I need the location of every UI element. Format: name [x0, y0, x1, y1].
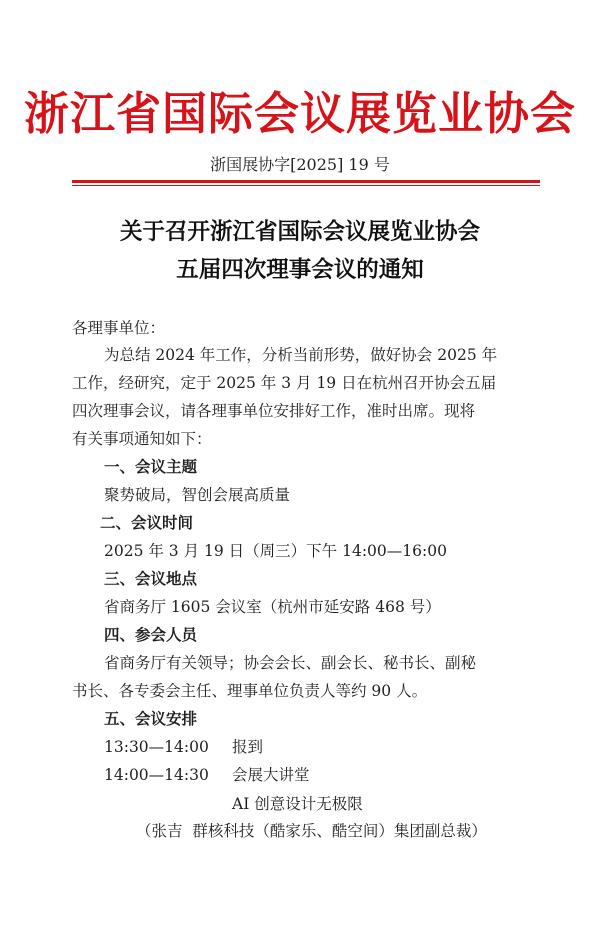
intro-line-4: 有关事项通知如下： — [72, 430, 212, 448]
section-heading-agenda: 五、会议安排 — [104, 710, 198, 728]
intro-line-2: 工作，经研究，定于 2025 年 3 月 19 日在杭州召开协会五届 — [72, 374, 497, 392]
document-number: 浙国展协字[2025] 19 号 — [210, 155, 390, 174]
organization-title: 浙江省国际会议展览业协会 — [23, 87, 576, 140]
notice-title-line-1: 关于召开浙江省国际会议展览业协会 — [119, 219, 480, 245]
notice-title-line-2: 五届四次理事会议的通知 — [176, 257, 424, 283]
intro-line-3: 四次理事会议，请各理事单位安排好工作，准时出席。现将 — [72, 402, 476, 420]
red-header-rule-thin — [72, 185, 540, 186]
section-time-text: 2025 年 3 月 19 日（周三）下午 14:00—16:00 — [104, 542, 447, 560]
lecture-speaker: （张吉 群核科技（酷家乐、酷空间）集团副总裁） — [136, 822, 487, 840]
section-attendees-line-1: 省商务厅有关领导；协会会长、副会长、秘书长、副秘 — [104, 654, 477, 672]
agenda-time-1: 13:30—14:00 — [104, 738, 209, 756]
section-place-text: 省商务厅 1605 会议室（杭州市延安路 468 号） — [104, 598, 441, 616]
red-header-rule-thick — [72, 180, 540, 183]
intro-line-1: 为总结 2024 年工作，分析当前形势，做好协会 2025 年 — [104, 346, 498, 364]
lecture-title: AI 创意设计无极限 — [232, 795, 363, 813]
section-heading-theme: 一、会议主题 — [104, 458, 198, 476]
section-heading-time: 二、会议时间 — [100, 514, 194, 532]
section-heading-place: 三、会议地点 — [104, 570, 198, 588]
section-heading-attendees: 四、参会人员 — [104, 626, 198, 644]
section-attendees-line-2: 书长、各专委会主任、理事单位负责人等约 90 人。 — [72, 682, 428, 700]
agenda-item-2: 会展大讲堂 — [232, 766, 310, 784]
agenda-time-2: 14:00—14:30 — [104, 766, 209, 784]
section-theme-text: 聚势破局，智创会展高质量 — [104, 486, 291, 504]
agenda-item-1: 报到 — [232, 738, 264, 756]
salutation: 各理事单位： — [72, 319, 166, 337]
